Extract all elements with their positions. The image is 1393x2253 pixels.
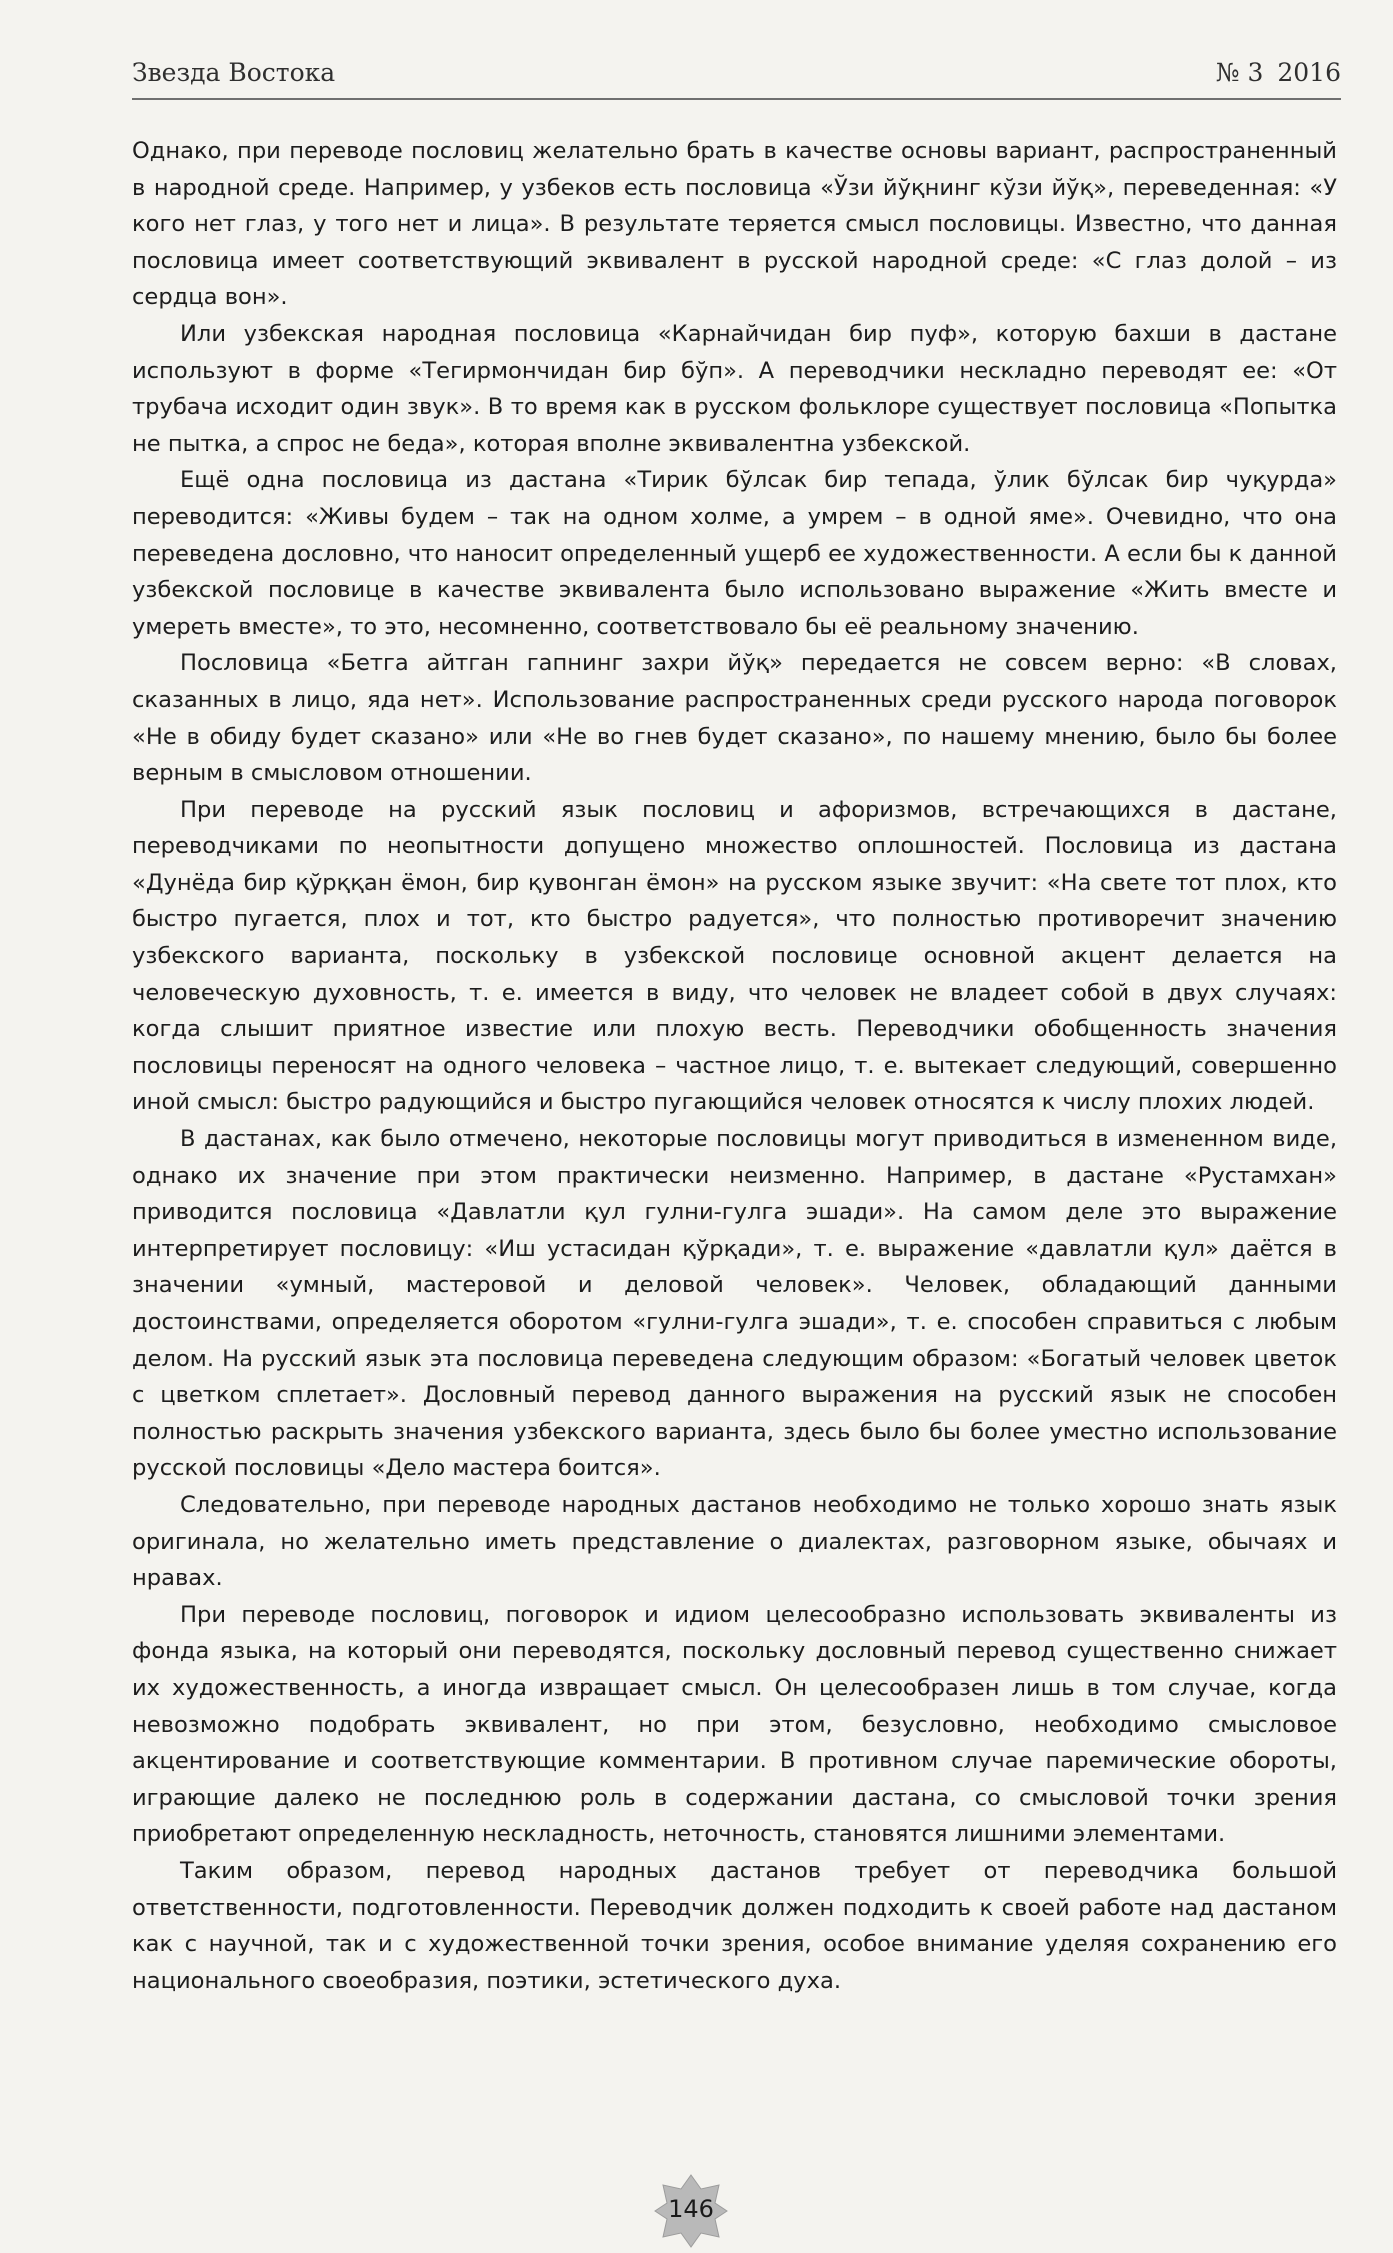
article-body [132,133,1337,1999]
paragraph: При переводе пословиц, поговорок и идиом целесообразно использовать эквиваленты из фонда языка, на который они переводятся, поскольку дословный перевод существенно снижает их художественность, а иногда извращает смысл. Он целесообразен лишь в том случае, когда невозможно подобрать эквивалент, но при этом, безусловно, необходимо смысловое акцентирование и соответствующие комментарии. В противном случае паремические обороты, играющие далеко не последнюю роль в содержании дастана, со смысловой точки зрения приобретают определенную нескладность, неточность, становятся лишними элементами. [132,1601,1337,1848]
paragraph: Пословица «Бетга айтган гапнинг захри йўқ» передается не совсем верно: «В словах, сказанных в лицо, яда нет». Использование распространенных среди русского народа поговорок «Не в обиду будет сказано» или «Не во гнев будет сказано», по нашему мнению, было бы более верным в смысловом отношении. [132,650,1337,787]
issue-year: 2016 [1277,58,1341,87]
page-number: 146 [668,2195,714,2223]
issue-info [1210,58,1341,87]
page-number-badge [653,2173,729,2249]
issue-number: № 3 [1215,58,1264,87]
paragraph: Ещё одна пословица из дастана «Тирик бўлсак бир тепада, ўлик бўлсак бир чуқурда» переводится: «Живы будем – так на одном холме, а умрем – в одной яме». Очевидно, что она переведена дословно, что наносит определенный ущерб ее художественности. А если бы к данной узбекской пословице в качестве эквивалента было использовано выражение «Жить вместе и умереть вместе», то это, несомненно, соответствовало бы её реальному значению. [132,467,1337,640]
running-header [132,52,1341,100]
paragraph: В дастанах, как было отмечено, некоторые пословицы могут приводиться в измененном виде, однако их значение при этом практически неизменно. Например, в дастане «Рустамхан» приводится пословица «Давлатли қул гулни-гулга эшади». На самом деле это выражение интерпретирует пословицу: «Иш устасидан қўрқади», т. е. выражение «давлатли қул» даётся в значении «умный, мастеровой и деловой человек». Человек, обладающий данными достоинствами, определяется оборотом «гулни-гулга эшади», т. е. способен справиться с любым делом. На русский язык эта пословица переведена следующим образом: «Богатый человек цветок с цветком сплетает». Дословный перевод данного выражения на русский язык не способен полностью раскрыть значения узбекского варианта, здесь было бы более уместно использование русской пословицы «Дело мастера боится». [132,1126,1337,1482]
paragraph: Или узбекская народная пословица «Карнайчидан бир пуф», которую бахши в дастане используют в форме «Тегирмончидан бир бўп». А переводчики нескладно переводят ее: «От трубача исходит один звук». В то время как в русском фольклоре существует пословица «Попытка не пытка, а спрос не беда», которая вполне эквивалентна узбекской. [132,320,1337,457]
journal-title: Звезда Востока [132,58,336,87]
paragraph: Таким образом, перевод народных дастанов требует от переводчика большой ответственности, подготовленности. Переводчик должен подходить к своей работе над дастаном как с научной, так и с художественной точки зрения, особое внимание уделяя сохранению его национального своеобразия, поэтики, эстетического духа. [132,1857,1337,1994]
paragraph: Однако, при переводе пословиц желательно брать в качестве основы вариант, распространенный в народной среде. Например, у узбеков есть пословица «Ўзи йўқнинг кўзи йўқ», переведенная: «У кого нет глаз, у того нет и лица». В результате теряется смысл пословицы. Известно, что данная пословица имеет соответствующий эквивалент в русской народной среде: «С глаз долой – из сердца вон». [132,138,1337,311]
paragraph: Следовательно, при переводе народных дастанов необходимо не только хорошо знать язык оригинала, но желательно иметь представление о диалектах, разговорном языке, обычаях и нравах. [132,1491,1337,1592]
paragraph: При переводе на русский язык пословиц и афоризмов, встречающихся в дастане, переводчиками по неопытности допущено множество оплошностей. Пословица из дастана «Дунёда бир қўрққан ёмон, бир қувонган ёмон» на русском языке звучит: «На свете тот плох, кто быстро пугается, плох и тот, кто быстро радуется», что полностью противоречит значению узбекского варианта, поскольку в узбекской пословице основной акцент делается на человеческую духовность, т. е. имеется в виду, что человек не владеет собой в двух случаях: когда слышит приятное известие или плохую весть. Переводчики обобщенность значения пословицы переносят на одного человека – частное лицо, т. е. вытекает следующий, совершенно иной смысл: быстро радующийся и быстро пугающийся человек относятся к числу плохих людей. [132,796,1337,1116]
